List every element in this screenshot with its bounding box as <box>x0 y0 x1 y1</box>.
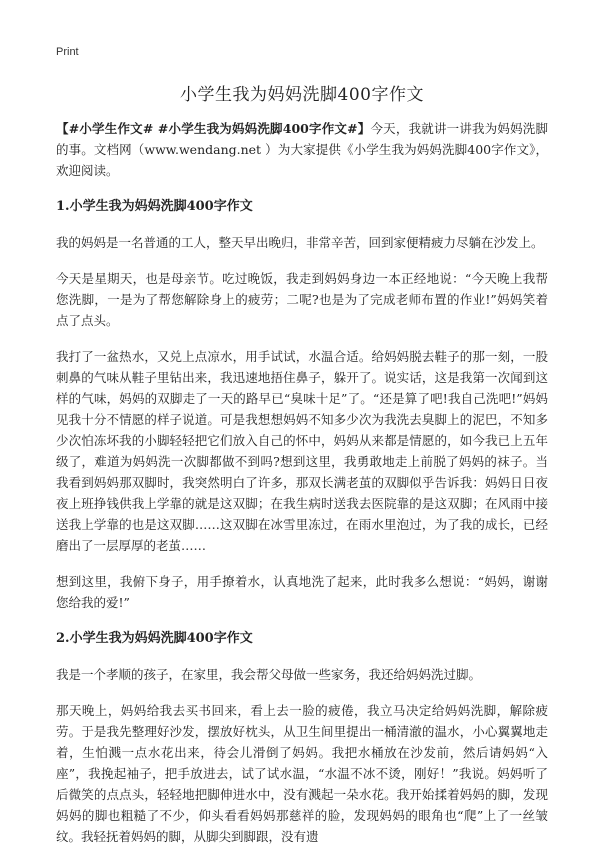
intro-text: 今天，我就讲一讲我为妈妈洗脚的事。文档网（www.wendang.net ）为大家提供《小学生我为妈妈洗脚400字作文》，欢迎阅读。 <box>56 121 548 178</box>
section-heading-2: 2.小学生我为妈妈洗脚400字作文 <box>56 631 253 646</box>
paragraph: 那天晚上，妈妈给我去买书回来，看上去一脸的疲倦，我立马决定给妈妈洗脚，解除疲劳。于是我先整理好沙发，摆放好枕头，从卫生间里提出一桶清澈的温水，小心翼翼地走着，生怕溅一点水花出来，待会儿滑倒了妈妈。我把水桶放在沙发前，然后请妈妈“入座”，我挽起袖子，把手放进去，试了试水温，“水温不冰不烫，刚好！”我说。妈妈听了后微笑的点点头，轻轻地把脚伸进水中，没有溅起一朵水花。我开始揉着妈妈的脚，发现妈妈的脚也粗糙了不少，仰头看看妈妈那慈祥的脸，发现妈妈的眼角也“爬”上了一丝皱纹。我轻抚着妈妈的脚，从脚尖到脚跟，没有遗 <box>56 703 548 844</box>
section-heading-1: 1.小学生我为妈妈洗脚400字作文 <box>56 199 253 214</box>
paragraph: 想到这里，我俯下身子，用手撩着水，认真地洗了起来，此时我多么想说：“妈妈，谢谢您给我的爱!” <box>56 574 548 610</box>
paragraph: 今天是星期天，也是母亲节。吃过晚饭，我走到妈妈身边一本正经地说：“今天晚上我帮您洗脚，一是为了帮您解除身上的疲劳；二呢?也是为了完成老师布置的作业!”妈妈笑着点了点头。 <box>56 271 548 328</box>
article-body <box>56 118 548 862</box>
paragraph: 我打了一盆热水，又兑上点凉水，用手试试，水温合适。给妈妈脱去鞋子的那一刻，一股刺鼻的气味从鞋子里钻出来，我迅速地捂住鼻子，躲开了。说实话，这是我第一次闻到这样的气味，妈妈的双脚走了一天的路早已“臭味十足”了。“还是算了吧!我自己洗吧!”妈妈见我十分不情愿的样子说道。可是我想想妈妈不知多少次为我洗去臭脚上的泥巴，不知多少次怕冻坏我的小脚轻轻把它们放入自己的怀中，妈妈从来都是情愿的，如今我已上五年级了，难道为妈妈洗一次脚都做不到吗?想到这里，我勇敢地走上前脱了妈妈的袜子。当我看到妈妈那双脚时，我突然明白了许多，那双长满老茧的双脚似乎告诉我：妈妈日日夜夜上班挣钱供我上学靠的就是这双脚；在我生病时送我去医院靠的是这双脚；在风雨中接送我上学靠的也是这双脚……这双脚在冰雪里冻过，在雨水里泡过，为了我的成长，已经磨出了一层厚厚的老茧…… <box>56 349 548 553</box>
print-label: Print <box>56 46 79 58</box>
intro-paragraph <box>56 118 548 181</box>
article-tags: 【#小学生作文# #小学生我为妈妈洗脚400字作文#】 <box>56 121 371 136</box>
paragraph: 我的妈妈是一名普通的工人，整天早出晚归，非常辛苦，回到家便精疲力尽躺在沙发上。 <box>56 235 544 250</box>
paragraph: 我是一个孝顺的孩子，在家里，我会帮父母做一些家务，我还给妈妈洗过脚。 <box>56 667 482 682</box>
page-title: 小学生我为妈妈洗脚400字作文 <box>180 85 424 105</box>
